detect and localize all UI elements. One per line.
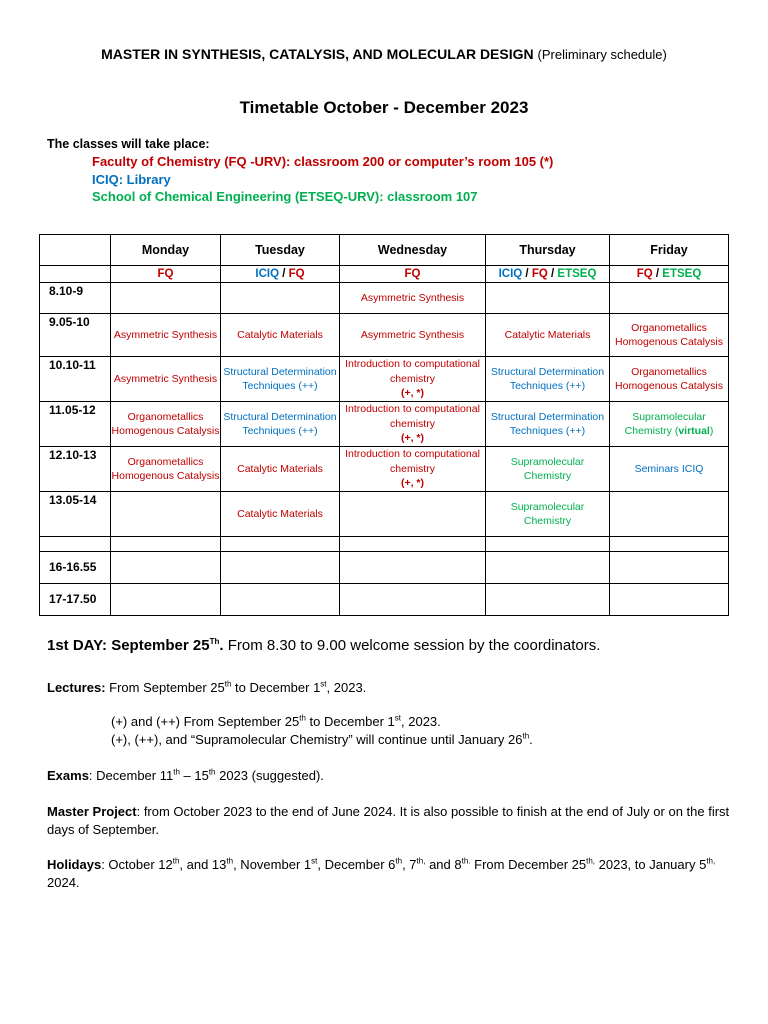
table-row [40, 357, 729, 402]
cell-fri-5: Seminars ICIQ [610, 447, 729, 492]
cell-wed-3: Introduction to computational chemistry (+, *) [340, 357, 486, 402]
empty-cell [221, 537, 340, 552]
cell-tue-5: Catalytic Materials [221, 447, 340, 492]
table-row [40, 584, 729, 616]
cell-tue-6: Catalytic Materials [221, 492, 340, 537]
location-fq: Faculty of Chemistry (FQ -URV): classroom 200 or computer’s room 105 (*) [92, 154, 554, 169]
document-header [0, 46, 768, 62]
time-cell: 13.05-14 [40, 492, 111, 537]
table-row [40, 492, 729, 537]
cell-fri-6 [610, 492, 729, 537]
empty-cell [610, 552, 729, 584]
cell-fri-1 [610, 283, 729, 314]
empty-cell [486, 552, 610, 584]
cell-fri-4: Supramolecular Chemistry (virtual) [610, 402, 729, 447]
plus-line: (+) and (++) From September 25th to December 1st, 2023. [111, 713, 441, 729]
empty-cell [340, 537, 486, 552]
empty-cell [111, 537, 221, 552]
cell-tue-4: Structural Determination Techniques (++) [221, 402, 340, 447]
location-etseq: School of Chemical Engineering (ETSEQ-URV): classroom 107 [92, 189, 478, 204]
day-tuesday: Tuesday [221, 235, 340, 266]
day-thursday: Thursday [486, 235, 610, 266]
cell-mon-5: Organometallics Homogenous Catalysis [111, 447, 221, 492]
empty-cell [486, 584, 610, 616]
cell-thu-4: Structural Determination Techniques (++) [486, 402, 610, 447]
cell-mon-1 [111, 283, 221, 314]
time-cell: 8.10-9 [40, 283, 111, 314]
first-day-line: 1st DAY: September 25Th. From 8.30 to 9.00 welcome session by the coordinators. [47, 637, 601, 654]
cell-mon-6 [111, 492, 221, 537]
cell-fri-3: Organometallics Homogenous Catalysis [610, 357, 729, 402]
cell-wed-1: Asymmetric Synthesis [340, 283, 486, 314]
cell-thu-6: Supramolecular Chemistry [486, 492, 610, 537]
locations-intro: The classes will take place: [47, 137, 210, 151]
table-row [40, 283, 729, 314]
cell-tue-1 [221, 283, 340, 314]
cell-wed-6 [340, 492, 486, 537]
loc-thursday: ICIQ / FQ / ETSEQ [486, 266, 610, 283]
timetable [39, 234, 729, 616]
table-row [40, 447, 729, 492]
cell-thu-2: Catalytic Materials [486, 314, 610, 357]
cell-thu-1 [486, 283, 610, 314]
time-cell: 11.05-12 [40, 402, 111, 447]
empty-cell [486, 537, 610, 552]
location-row-label [40, 266, 111, 283]
day-header-row [40, 235, 729, 266]
schedule-note: (Preliminary schedule) [537, 47, 667, 62]
time-cell: 16-16.55 [40, 552, 111, 584]
cell-tue-3: Structural Determination Techniques (++) [221, 357, 340, 402]
timetable-title: Timetable October - December 2023 [239, 98, 529, 117]
cell-tue-2: Catalytic Materials [221, 314, 340, 357]
table-row [40, 314, 729, 357]
cell-wed-2: Asymmetric Synthesis [340, 314, 486, 357]
day-friday: Friday [610, 235, 729, 266]
empty-cell [111, 552, 221, 584]
time-cell: 12.10-13 [40, 447, 111, 492]
loc-wednesday: FQ [340, 266, 486, 283]
empty-cell [111, 584, 221, 616]
cell-mon-4: Organometallics Homogenous Catalysis [111, 402, 221, 447]
day-monday: Monday [111, 235, 221, 266]
lectures-line: Lectures: From September 25th to December 1st, 2023. [47, 679, 367, 695]
time-cell: 17-17.50 [40, 584, 111, 616]
cell-mon-3: Asymmetric Synthesis [111, 357, 221, 402]
continue-line: (+), (++), and “Supramolecular Chemistry” will continue until January 26th. [111, 731, 533, 747]
loc-monday: FQ [111, 266, 221, 283]
loc-friday: FQ / ETSEQ [610, 266, 729, 283]
cell-wed-5: Introduction to computational chemistry (+, *) [340, 447, 486, 492]
day-wednesday: Wednesday [340, 235, 486, 266]
time-cell: 9.05-10 [40, 314, 111, 357]
table-row [40, 402, 729, 447]
project-line: Master Project: from October 2023 to the end of June 2024. It is also possible to finish at the end of July or on the first days of September. [47, 804, 730, 837]
cell-thu-5: Supramolecular Chemistry [486, 447, 610, 492]
empty-cell [340, 552, 486, 584]
cell-mon-2: Asymmetric Synthesis [111, 314, 221, 357]
master-title: MASTER IN SYNTHESIS, CATALYSIS, AND MOLECULAR DESIGN [101, 46, 534, 62]
holidays-line: Holidays: October 12th, and 13th, November 1st, December 6th, $7^{th,}$ and $8^{th.}$ From December $25^{th,}$ 2023, to January $5^{th,}$ 2024. [47, 856, 716, 890]
cell-thu-3: Structural Determination Techniques (++) [486, 357, 610, 402]
time-cell [40, 537, 111, 552]
table-row [40, 552, 729, 584]
empty-cell [340, 584, 486, 616]
time-cell: 10.10-11 [40, 357, 111, 402]
table-row [40, 537, 729, 552]
exams-line: Exams: December 11th – 15th 2023 (suggested). [47, 767, 324, 783]
empty-cell [221, 584, 340, 616]
empty-cell [610, 537, 729, 552]
loc-tuesday: ICIQ / FQ [221, 266, 340, 283]
location-iciq: ICIQ: Library [92, 172, 171, 187]
cell-wed-4: Introduction to computational chemistry (+, *) [340, 402, 486, 447]
empty-cell [610, 584, 729, 616]
corner-cell [40, 235, 111, 266]
cell-fri-2: Organometallics Homogenous Catalysis [610, 314, 729, 357]
empty-cell [221, 552, 340, 584]
location-row [40, 266, 729, 283]
